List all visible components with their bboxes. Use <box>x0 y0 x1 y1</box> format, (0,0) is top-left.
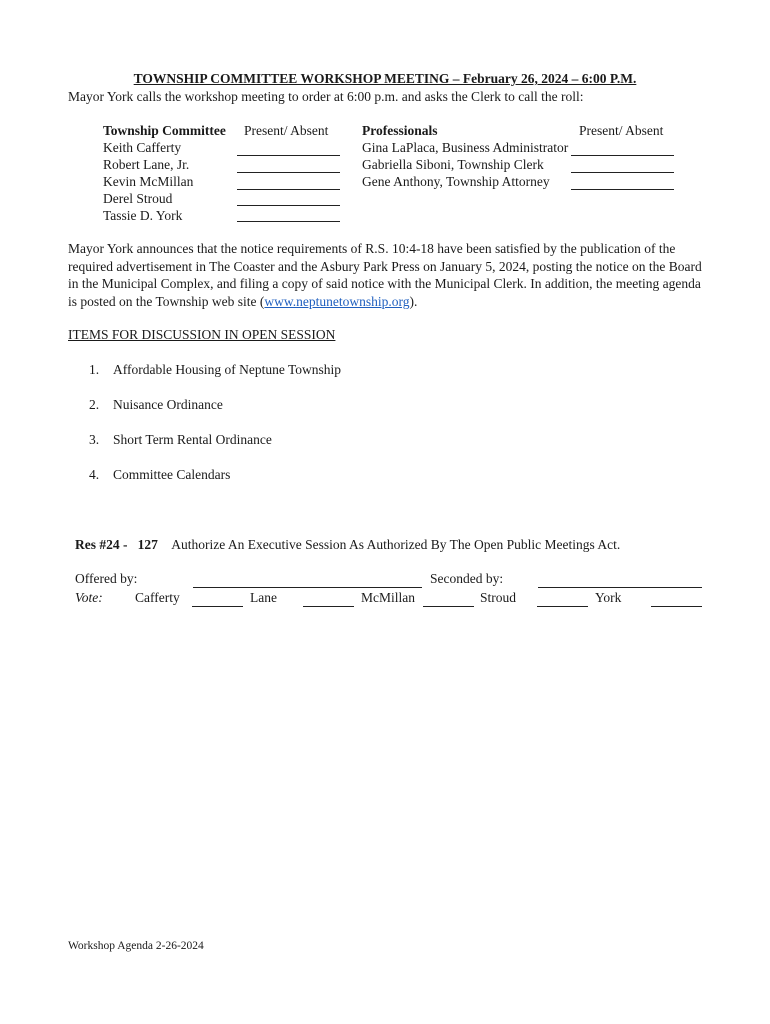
attendance-blank <box>237 172 340 173</box>
item-number: 1. <box>89 362 100 377</box>
attendance-blank <box>237 221 340 222</box>
resolution-text: Authorize An Executive Session As Authorized By The Open Public Meetings Act. <box>171 537 621 552</box>
voter-name: York <box>595 590 622 605</box>
list-item <box>89 362 341 378</box>
professional-member: Gina LaPlaca, Business Administrator <box>362 140 569 155</box>
resolution-number: Res #24 - 127 <box>75 537 158 552</box>
professional-member: Gabriella Siboni, Township Clerk <box>362 157 544 172</box>
attendance-blank <box>237 205 340 206</box>
vote-label: Vote: <box>75 590 103 605</box>
vote-blank <box>423 606 474 607</box>
section-heading: ITEMS FOR DISCUSSION IN OPEN SESSION <box>68 327 336 342</box>
committee-member: Derel Stroud <box>103 191 173 206</box>
vote-blank <box>192 606 243 607</box>
notice-text: Mayor York announces that the notice requirements of R.S. 10:4-18 have been satisfied by the publication of the required advertisement in The Coaster and the Asbury Park Press on January 5, 2024, posting the notice on the Board in the Municipal Complex, and filing a copy of said notice with the Municipal Clerk. In addition, the meeting agenda is posted on the Township web site ( <box>68 241 702 309</box>
vote-blank <box>303 606 354 607</box>
seconded-by-blank <box>538 587 702 588</box>
voter-name: McMillan <box>361 590 415 605</box>
item-number: 3. <box>89 432 100 447</box>
committee-list <box>103 122 226 224</box>
professionals-header: Professionals <box>362 123 438 138</box>
voter-name: Cafferty <box>135 590 180 605</box>
present-absent-label: Present/ Absent <box>579 123 664 138</box>
present-absent-label: Present/ Absent <box>244 123 329 138</box>
professionals-list <box>362 122 568 190</box>
committee-header: Township Committee <box>103 123 226 138</box>
item-text: Committee Calendars <box>113 467 231 482</box>
offered-by-label: Offered by: <box>75 571 138 586</box>
item-text: Nuisance Ordinance <box>113 397 223 412</box>
committee-member: Robert Lane, Jr. <box>103 157 190 172</box>
committee-present-absent-header <box>244 122 328 139</box>
notice-paragraph <box>68 240 708 310</box>
resolution-line <box>75 537 620 553</box>
attendance-blank <box>237 155 340 156</box>
attendance-blank <box>571 155 674 156</box>
attendance-blank <box>237 189 340 190</box>
township-website-link[interactable]: www.neptunetownship.org <box>264 293 410 309</box>
notice-end: ). <box>409 293 418 309</box>
attendance-blank <box>571 172 674 173</box>
seconded-by-label: Seconded by: <box>430 571 504 586</box>
page-title: TOWNSHIP COMMITTEE WORKSHOP MEETING – February 26, 2024 – 6:00 P.M. <box>133 71 637 86</box>
offered-by-blank <box>193 587 422 588</box>
item-text: Affordable Housing of Neptune Township <box>113 362 342 377</box>
list-item <box>89 432 272 448</box>
professional-member: Gene Anthony, Township Attorney <box>362 174 550 189</box>
vote-blank <box>537 606 588 607</box>
page-footer: Workshop Agenda 2-26-2024 <box>68 940 204 952</box>
professionals-present-absent-header <box>579 122 663 139</box>
voter-name: Lane <box>250 590 277 605</box>
committee-member: Tassie D. York <box>103 208 183 223</box>
committee-member: Keith Cafferty <box>103 140 182 155</box>
intro-text: Mayor York calls the workshop meeting to order at 6:00 p.m. and asks the Clerk to call the roll: <box>68 89 584 104</box>
vote-blank <box>651 606 702 607</box>
list-item <box>89 397 223 413</box>
voter-name: Stroud <box>480 590 517 605</box>
list-item <box>89 467 230 483</box>
committee-member: Kevin McMillan <box>103 174 194 189</box>
item-number: 4. <box>89 467 100 482</box>
item-number: 2. <box>89 397 100 412</box>
attendance-blank <box>571 189 674 190</box>
item-text: Short Term Rental Ordinance <box>113 432 272 447</box>
